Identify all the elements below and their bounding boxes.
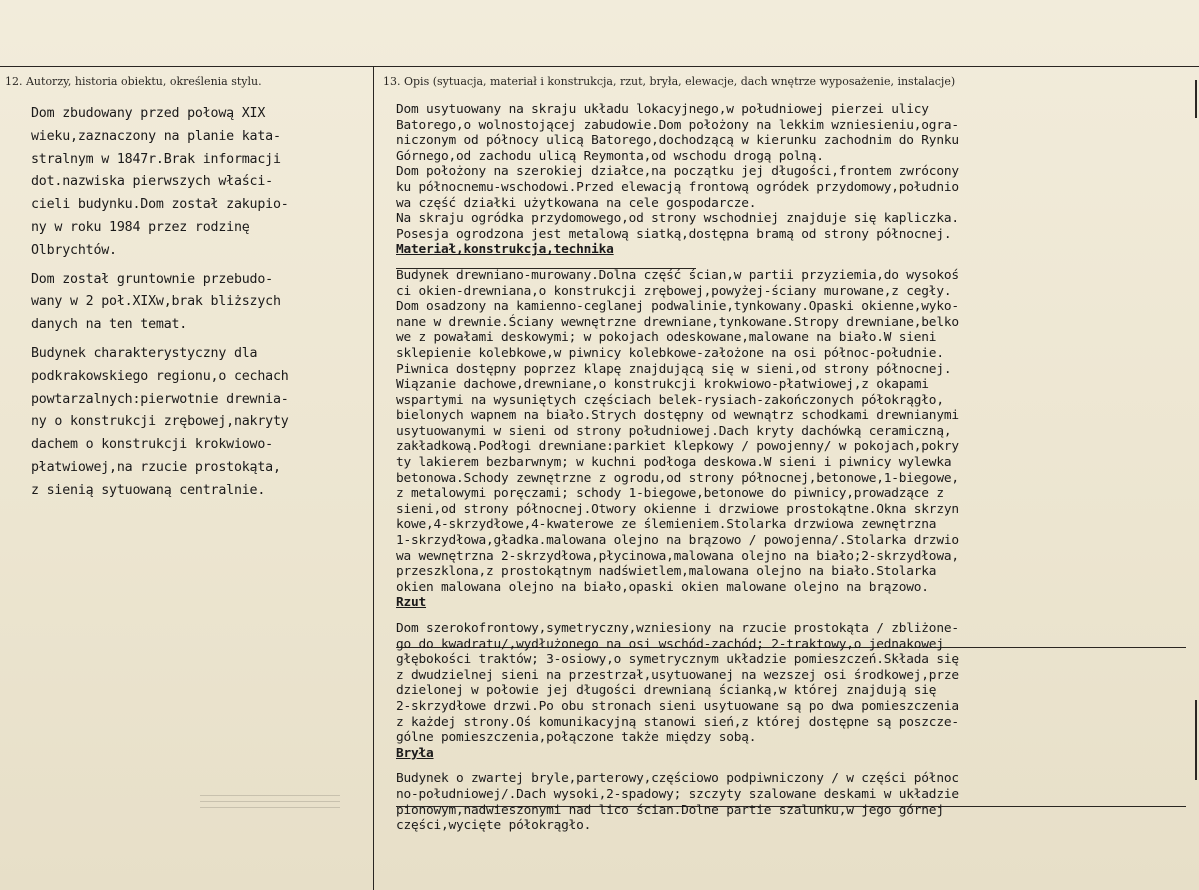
description-line: Wiązanie dachowe,drewniane,o konstrukcji krokwiowo-płatwiowej,z okapami — [396, 377, 929, 393]
description-line: Dom szerokofrontowy,symetryczny,wzniesiony na rzucie prostokąta / zbliżone- — [396, 621, 959, 636]
description-line: nane w drewnie.Ściany wewnętrzne drewniane,tynkowane.Stropy drewniane,belko — [396, 314, 959, 330]
description-line: wspartymi na wysuniętych częściach belek-rysiach-zakończonych półokrągło, — [396, 392, 944, 408]
top-rule — [0, 66, 1199, 67]
history-line: powtarzalnych:pierwotnie drewnia- — [31, 391, 289, 407]
history-line: z sienią sytuowaną centralnie. — [31, 482, 266, 498]
history-line: Dom zbudowany przed połową XIX — [31, 106, 266, 121]
description-line: części,wycięte półokrągło. — [396, 818, 592, 834]
description-line: ty lakierem bezbarwnym; w kuchni podłoga deskowa.W sieni i piwnicy wylewka — [396, 455, 952, 471]
description-line: Posesja ogrodzona jest metalową siatką,dostępna bramą od strony północnej. — [396, 226, 952, 242]
situation-section — [396, 102, 1176, 242]
history-line: wany w 2 poł.XIXw,brak bliższych — [31, 294, 281, 310]
description-line: ci okien-drewniana,o konstrukcji zrębowej,powyżej-ściany murowane,z cegły. — [396, 283, 952, 299]
description-text — [396, 102, 1176, 834]
history-text — [31, 103, 361, 503]
history-line: ny w roku 1984 przez rodzinę — [31, 219, 250, 235]
history-line: Dom został gruntownie przebudo- — [31, 271, 273, 287]
history-line: Olbrychtów. — [31, 242, 117, 258]
plan-section — [396, 621, 1176, 746]
description-line: no-południowej/.Dach wysoki,2-spadowy; szczyty szalowane deskami w układzie — [396, 786, 959, 802]
faded-marks — [200, 790, 340, 810]
history-line: płatwiowej,na rzucie prostokąta, — [31, 459, 281, 475]
column-divider — [373, 66, 374, 890]
history-line: dot.nazwiska pierwszych właści- — [31, 174, 273, 190]
description-line: we z powałami deskowymi; w pokojach odeskowane,malowane na biało.W sieni — [396, 330, 937, 346]
description-line: z dwudzielnej sieni na przestrzał,usytuowanej na wezszej osi środkowej,prze — [396, 667, 959, 683]
mass-heading: Bryła — [396, 745, 434, 761]
description-line: go do kwadratu/,wydłużonego na osi wschód-zachód; 2-traktowy,o jednakowej — [396, 636, 944, 652]
history-line: wieku,zaznaczony na planie kata- — [31, 128, 281, 144]
description-line: dzielonej w połowie jej długości drewnianą ścianką,w której znajdują się — [396, 683, 937, 699]
description-line: 2-skrzydłowe drzwi.Po obu stronach sieni usytuowane są po dwa pomieszczenia — [396, 698, 959, 714]
description-line: Budynek o zwartej bryle,parterowy,częściowo podpiwniczony / w części północ — [396, 771, 959, 787]
description-line: wa część działki użytkowana na cele gospodarcze. — [396, 195, 757, 211]
history-line: danych na ten temat. — [31, 317, 188, 333]
description-line: sieni,od strony północnej.Otwory okienne i drzwiowe prostokątne.Okna skrzyn — [396, 501, 959, 517]
margin-marks — [1180, 60, 1199, 890]
description-line: kowe,4-skrzydłowe,4-kwaterowe ze ślemieniem.Stolarka drzwiowa zewnętrzna — [396, 517, 937, 533]
description-line: ku północnemu-wschodowi.Przed elewacją frontową ogródek przydomowy,południo — [396, 179, 959, 195]
history-line: Budynek charakterystyczny dla — [31, 345, 258, 361]
history-line: podkrakowskiego regionu,o cechach — [31, 368, 289, 384]
field-12-label: 12. Autorzy, historia obiektu, określenia stylu. — [5, 75, 262, 88]
description-line: pionowym,nadwieszonymi nad lico ścian.Dolne partie szalunku,w jego górnej — [396, 802, 944, 818]
description-line: z każdej strony.Oś komunikacyjną stanowi sień,z której dostępne są poszcze- — [396, 714, 959, 730]
field-13-label: 13. Opis (sytuacja, materiał i konstrukcja, rzut, bryła, elewacje, dach wnętrze wyposażenie, instalacje) — [383, 75, 956, 88]
description-line: sklepienie kolebkowe,w piwnicy kolebkowe-założone na osi północ-południe. — [396, 345, 944, 361]
description-line: okien malowana olejno na biało,opaski okien malowane olejno na brązowo. — [396, 579, 929, 595]
description-line: Na skraju ogródka przydomowego,od strony wschodniej znajduje się kapliczka. — [396, 211, 959, 227]
description-line: gólne pomieszczenia,połączone także między sobą. — [396, 730, 757, 746]
description-line: głębokości traktów; 3-osiowy,o symetrycznym układzie pomieszczeń.Składa się — [396, 652, 959, 668]
description-line: z metalowymi poręczami; schody 1-biegowe,betonowe do piwnicy,prowadzące z — [396, 486, 944, 502]
mass-section — [396, 771, 1176, 833]
description-line: 1-skrzydłowa,gładka.malowana olejno na brązowo / powojenna/.Stolarka drzwio — [396, 533, 959, 549]
description-line: przeszklona,z prostokątnym nadświetlem,malowana olejno na biało.Stolarka — [396, 564, 937, 580]
description-line: usytuowanymi w sieni od strony południowej.Dach kryty dachówką ceramiczną, — [396, 423, 952, 439]
description-line: Dom usytuowany na skraju układu lokacyjnego,w południowej pierzei ulicy — [396, 102, 929, 117]
description-line: Dom osadzony na kamienno-ceglanej podwalinie,tynkowany.Opaski okienne,wyko- — [396, 299, 959, 315]
material-heading: Materiał,konstrukcja,technika — [396, 242, 614, 258]
description-line: Piwnica dostępny poprzez klapę znajdującą się w sieni,od strony północnej. — [396, 361, 952, 377]
description-line: niczonym od północy ulicą Batorego,dochodzącą w kierunku zachodnim do Rynku — [396, 133, 959, 149]
description-line: wa wewnętrzna 2-skrzydłowa,płycinowa,malowana olejno na biało;2-skrzydłowa, — [396, 548, 959, 564]
history-line: stralnym w 1847r.Brak informacji — [31, 151, 281, 167]
description-line: Batorego,o wolnostojącej zabudowie.Dom położony na lekkim wzniesieniu,ogra- — [396, 117, 959, 133]
description-line: zakładkową.Podłogi drewniane:parkiet klepkowy / powojenny/ w pokojach,pokry — [396, 439, 959, 455]
history-line: ny o konstrukcji zrębowej,nakryty — [31, 414, 289, 430]
description-line: Budynek drewniano-murowany.Dolna część ścian,w partii przyziemia,do wysokoś — [396, 267, 959, 283]
material-section — [396, 268, 1176, 595]
description-line: betonowa.Schody zewnętrzne z ogrodu,od strony północnej,betonowe,1-biegowe, — [396, 470, 959, 486]
history-line: dachem o konstrukcji krokwiowo- — [31, 437, 273, 453]
description-line: Górnego,od zachodu ulicą Reymonta,od wschodu drogą polną. — [396, 148, 824, 164]
description-line: Dom położony na szerokiej działce,na początku jej długości,frontem zwrócony — [396, 164, 959, 180]
history-line: cieli budynku.Dom został zakupio- — [31, 197, 289, 213]
description-line: bielonych wapnem na biało.Strych dostępny od wewnątrz schodkami drewnianymi — [396, 408, 959, 424]
plan-heading: Rzut — [396, 595, 427, 611]
